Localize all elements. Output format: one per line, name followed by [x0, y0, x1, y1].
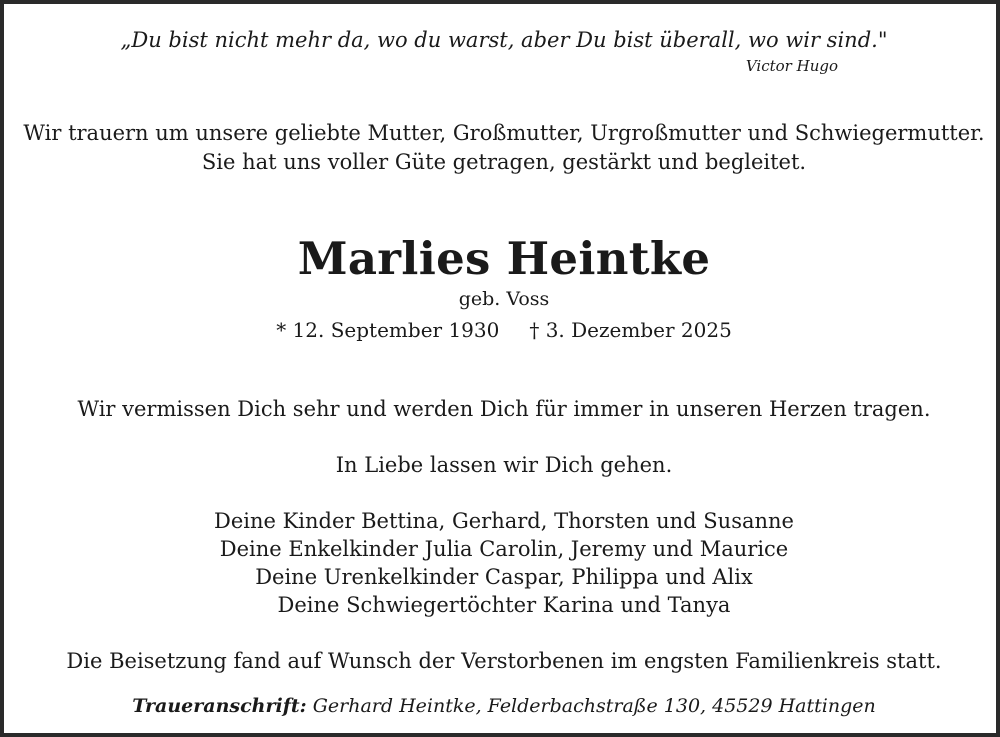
death-date: † 3. Dezember 2025	[529, 318, 732, 342]
farewell-text: In Liebe lassen wir Dich gehen.	[335, 453, 673, 477]
mourning-address	[4, 695, 1000, 717]
quote-author: Victor Hugo	[745, 57, 838, 75]
quote-text: „Du bist nicht mehr da, wo du warst, aber Du bist überall, wo wir sind."	[120, 28, 888, 52]
burial-note: Die Beisetzung fand auf Wunsch der Verstorbenen im engsten Familienkreis statt.	[66, 649, 942, 673]
family-line-children: Deine Kinder Bettina, Gerhard, Thorsten und Susanne	[213, 509, 794, 533]
address-label: Traueranschrift:	[132, 695, 307, 717]
family-line-great-grandchildren: Deine Urenkelkinder Caspar, Philippa und Alix	[255, 565, 753, 589]
life-dates	[4, 318, 1000, 342]
maiden-name: geb. Voss	[458, 288, 550, 310]
intro-line-2: Sie hat uns voller Güte getragen, gestärkt und begleitet.	[201, 150, 807, 174]
birth-date: * 12. September 1930	[276, 318, 500, 342]
intro-line-1: Wir trauern um unsere geliebte Mutter, Großmutter, Urgroßmutter und Schwiegermutter.	[23, 121, 985, 145]
family-line-daughters-in-law: Deine Schwiegertöchter Karina und Tanya	[277, 593, 731, 617]
deceased-name: Marlies Heintke	[297, 232, 711, 285]
family-line-grandchildren: Deine Enkelkinder Julia Carolin, Jeremy und Maurice	[219, 537, 789, 561]
address-value: Gerhard Heintke, Felderbachstraße 130, 45529 Hattingen	[312, 695, 876, 717]
message-text: Wir vermissen Dich sehr und werden Dich für immer in unseren Herzen tragen.	[77, 397, 931, 421]
